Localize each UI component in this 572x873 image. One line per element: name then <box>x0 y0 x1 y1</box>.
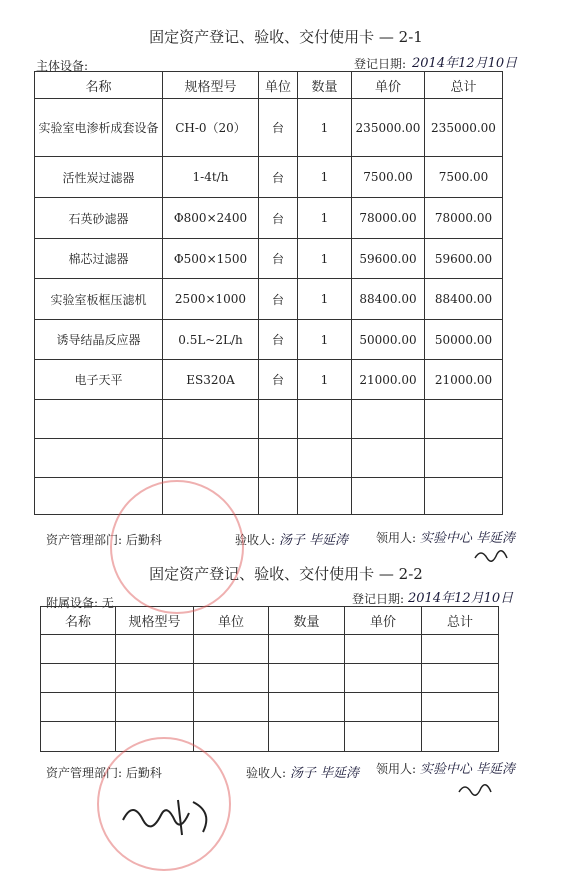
cell-unit: 台 <box>259 157 298 198</box>
card1-receiver <box>235 529 348 548</box>
empty-row <box>41 693 499 722</box>
col-header-qty: 数量 <box>269 607 345 635</box>
cell-qty: 1 <box>298 157 352 198</box>
col-header-spec: 规格型号 <box>163 72 259 99</box>
cell-spec: ES320A <box>163 360 259 400</box>
cell-price: 21000.00 <box>352 360 425 400</box>
table-row <box>35 99 503 157</box>
dept-label: 资产管理部门: <box>46 766 123 780</box>
cell-name: 活性炭过滤器 <box>35 157 163 198</box>
cell-qty: 1 <box>298 99 352 157</box>
cell-total: 7500.00 <box>425 157 503 198</box>
cell-unit: 台 <box>259 99 298 157</box>
cell-unit: 台 <box>259 198 298 239</box>
col-header-total: 总计 <box>422 607 499 635</box>
card1-date-value: 2014年12月10日 <box>412 56 518 71</box>
card2-receiver <box>246 762 359 781</box>
cell-spec: Φ500×1500 <box>163 239 259 279</box>
col-header-spec: 规格型号 <box>116 607 194 635</box>
cell-spec: Φ800×2400 <box>163 198 259 239</box>
cell-qty: 1 <box>298 239 352 279</box>
cell-spec: 2500×1000 <box>163 279 259 320</box>
dept-label: 资产管理部门: <box>46 533 123 547</box>
cell-spec: 0.5L~2L/h <box>163 320 259 360</box>
cell-price: 78000.00 <box>352 198 425 239</box>
card2-date-label: 登记日期: <box>352 592 405 606</box>
cell-price: 7500.00 <box>352 157 425 198</box>
cell-price: 235000.00 <box>352 99 425 157</box>
user-signature: 实验中心 毕延涛 <box>419 531 516 546</box>
receiver-signature: 汤子 毕延涛 <box>278 533 349 548</box>
cell-price: 88400.00 <box>352 279 425 320</box>
handwritten-signature <box>118 790 228 840</box>
cell-name: 棉芯过滤器 <box>35 239 163 279</box>
cell-name: 电子天平 <box>35 360 163 400</box>
card1-section-label: 主体设备: <box>36 59 89 73</box>
handwritten-initials <box>456 778 496 800</box>
cell-total: 88400.00 <box>425 279 503 320</box>
cell-name: 诱导结晶反应器 <box>35 320 163 360</box>
cell-price: 59600.00 <box>352 239 425 279</box>
cell-price: 50000.00 <box>352 320 425 360</box>
cell-spec: 1-4t/h <box>163 157 259 198</box>
col-header-name: 名称 <box>41 607 116 635</box>
cell-unit: 台 <box>259 320 298 360</box>
card2-date-value: 2014年12月10日 <box>408 591 514 606</box>
col-header-price: 单价 <box>345 607 422 635</box>
table-row <box>35 198 503 239</box>
cell-qty: 1 <box>298 198 352 239</box>
card1-title: 固定资产登记、验收、交付使用卡 — 2-1 <box>149 28 423 46</box>
col-header-total: 总计 <box>425 72 503 99</box>
table-row <box>35 239 503 279</box>
empty-row <box>41 722 499 752</box>
col-header-unit: 单位 <box>194 607 269 635</box>
col-header-qty: 数量 <box>298 72 352 99</box>
cell-unit: 台 <box>259 360 298 400</box>
cell-total: 21000.00 <box>425 360 503 400</box>
card2-user <box>376 758 515 777</box>
cell-total: 50000.00 <box>425 320 503 360</box>
cell-unit: 台 <box>259 279 298 320</box>
table-row <box>35 279 503 320</box>
table-row <box>35 157 503 198</box>
table-row <box>35 320 503 360</box>
card2-section-label: 附属设备: 无 <box>46 596 114 610</box>
empty-row <box>41 664 499 693</box>
dept-value: 后勤科 <box>125 533 162 547</box>
receiver-label: 验收人: <box>246 766 287 780</box>
empty-row <box>35 478 503 515</box>
empty-row <box>35 439 503 478</box>
card1-date-label: 登记日期: <box>354 57 407 71</box>
cell-name: 石英砂滤器 <box>35 198 163 239</box>
col-header-unit: 单位 <box>259 72 298 99</box>
cell-unit: 台 <box>259 239 298 279</box>
user-signature: 实验中心 毕延涛 <box>419 762 516 777</box>
cell-name: 实验室电渗析成套设备 <box>35 99 163 157</box>
main-equipment-table <box>34 71 503 515</box>
empty-row <box>35 400 503 439</box>
receiver-signature: 汤子 毕延涛 <box>289 766 360 781</box>
cell-qty: 1 <box>298 279 352 320</box>
user-label: 领用人: <box>376 531 417 545</box>
col-header-name: 名称 <box>35 72 163 99</box>
dept-value: 后勤科 <box>125 766 162 780</box>
official-seal-stamp <box>110 480 244 614</box>
empty-row <box>41 635 499 664</box>
cell-total: 235000.00 <box>425 99 503 157</box>
card2-title: 固定资产登记、验收、交付使用卡 — 2-2 <box>149 565 423 583</box>
cell-name: 实验室板框压滤机 <box>35 279 163 320</box>
user-label: 领用人: <box>376 762 417 776</box>
cell-total: 78000.00 <box>425 198 503 239</box>
table-row <box>35 360 503 400</box>
handwritten-initials <box>472 544 512 566</box>
auxiliary-equipment-table <box>40 606 499 752</box>
col-header-price: 单价 <box>352 72 425 99</box>
receiver-label: 验收人: <box>235 533 276 547</box>
cell-spec: CH-0（20） <box>163 99 259 157</box>
cell-total: 59600.00 <box>425 239 503 279</box>
cell-qty: 1 <box>298 320 352 360</box>
cell-qty: 1 <box>298 360 352 400</box>
